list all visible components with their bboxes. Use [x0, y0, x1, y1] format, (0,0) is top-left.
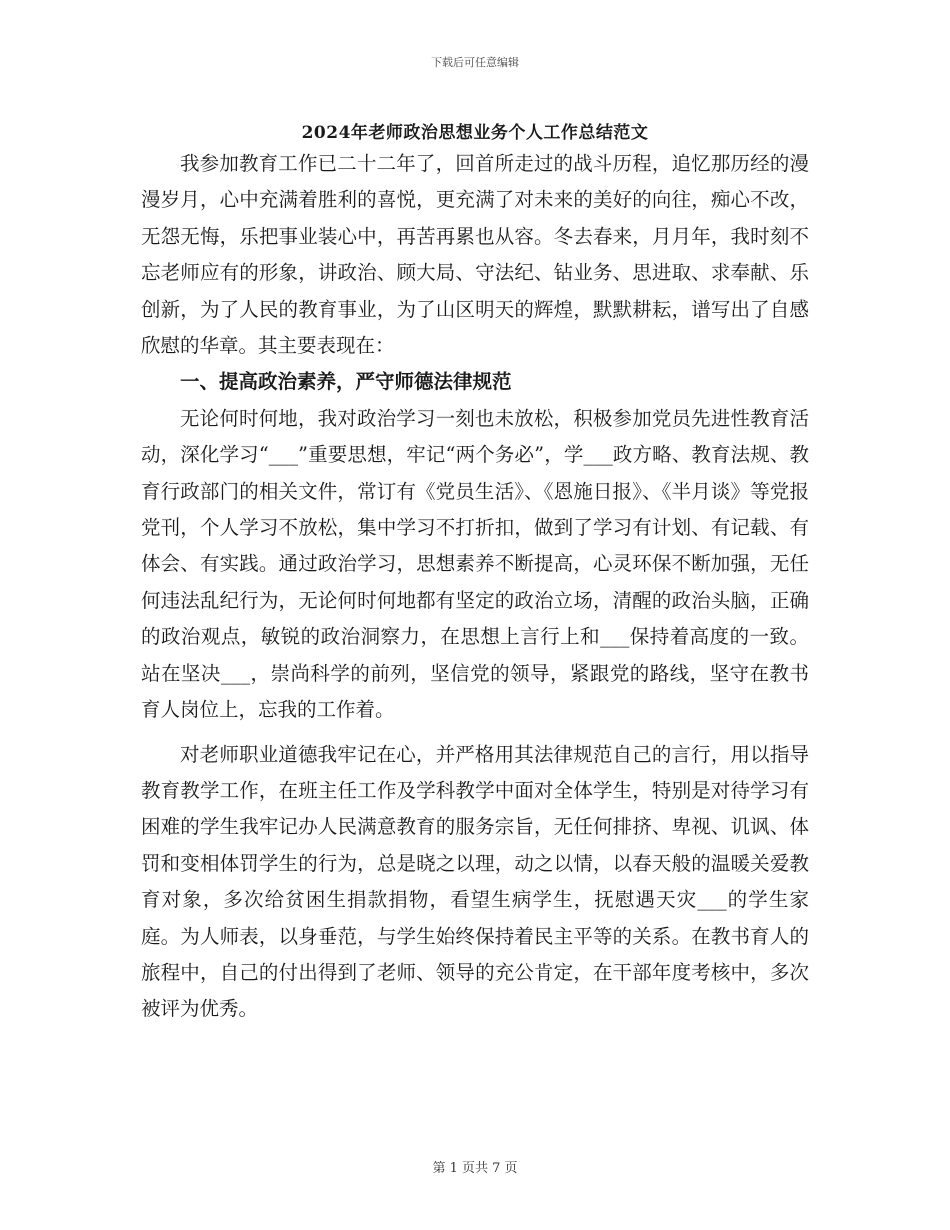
header-note: 下载后可任意编辑	[431, 56, 519, 69]
page-number: 第 1 页共 7 页	[432, 1161, 518, 1176]
section-paragraph-1: 无论何时何地，我对政治学习一刻也未放松，积极参加党员先进性教育活动，深化学习“___”重要思想，牢记“两个务必”，学___政方略、教育法规、教育行政部门的相关文件，常订有《党员生活》、《恩施日报》、《半月谈》等党报党刊，个人学习不放松，集中学习不打折扣，做到了学习有计划、有记载、有体会、有实践。通过政治学习，思想素养不断提高，心灵环保不断加强，无任何违法乱纪行为，无论何时何地都有坚定的政治立场，清醒的政治头脑，正确的政治观点，敏锐的政治洞察力，在思想上言行上和___保持着高度的一致。站在坚决___，崇尚科学的前列，坚信党的领导，紧跟党的路线，坚守在教书育人岗位上，忘我的工作着。	[141, 406, 809, 722]
section-heading: 一、提高政治素养，严守师德法律规范	[180, 370, 512, 394]
intro-paragraph: 我参加教育工作已二十二年了，回首所走过的战斗历程，追忆那历经的漫漫岁月，心中充满着胜利的喜悦，更充满了对未来的美好的向往，痴心不改，无怨无悔，乐把事业装心中，再苦再累也从容。冬去春来，月月年，我时刻不忘老师应有的形象，讲政治、顾大局、守法纪、钻业务、思进取、求奉献、乐创新，为了人民的教育事业，为了山区明天的辉煌，默默耕耘，谱写出了自感欣慰的华章。其主要表现在：	[141, 152, 809, 358]
page-title: 2024年老师政治思想业务个人工作总结范文	[301, 123, 649, 143]
section-paragraph-2: 对老师职业道德我牢记在心，并严格用其法律规范自己的言行，用以指导教育教学工作，在班主任工作及学科教学中面对全体学生，特别是对待学习有困难的学生我牢记办人民满意教育的服务宗旨，无任何排挤、卑视、讥讽、体罚和变相体罚学生的行为，总是晓之以理，动之以情，以春天般的温暖关爱教育对象，多次给贫困生捐款捐物，看望生病学生，抚慰遇天灾___的学生家庭。为人师表，以身垂范，与学生始终保持着民主平等的关系。在教书育人的旅程中，自己的付出得到了老师、领导的充公肯定，在干部年度考核中，多次被评为优秀。	[141, 742, 809, 1021]
document-body	[141, 146, 809, 1028]
